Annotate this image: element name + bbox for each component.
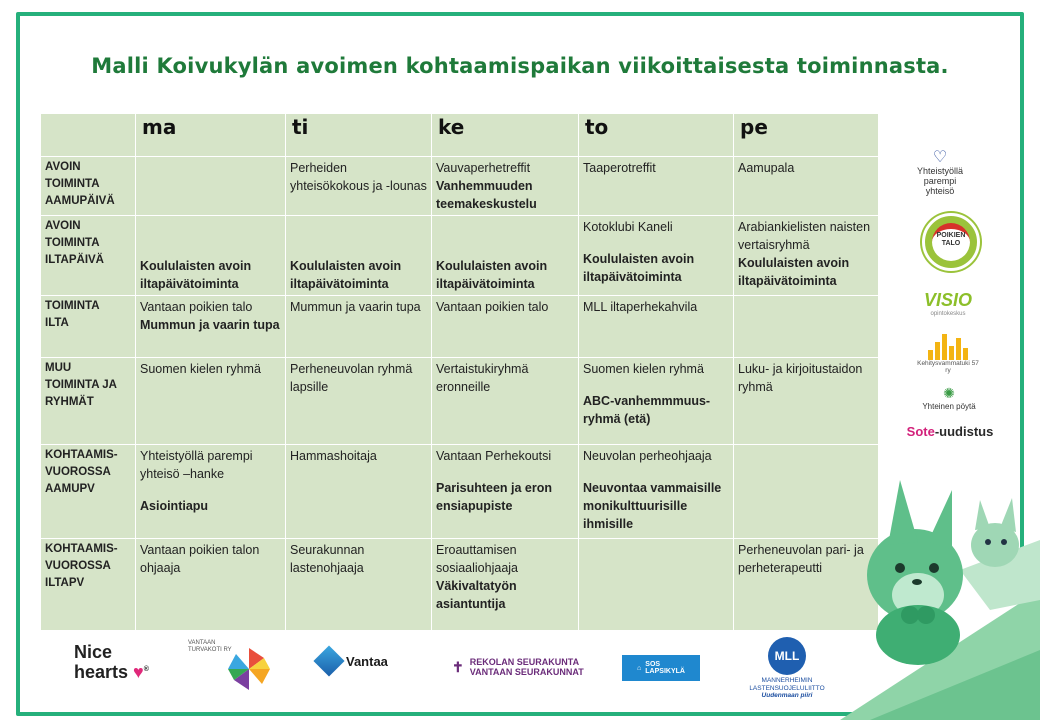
schedule-cell	[734, 296, 879, 358]
day-header: ti	[286, 114, 432, 157]
schedule-cell	[286, 296, 432, 358]
row-header: TOIMINTA ILTA	[41, 296, 136, 358]
visio-logo: VISIO opintokeskus	[923, 290, 972, 317]
activity: Mummun ja vaarin tupa	[290, 300, 421, 315]
activity: Kotoklubi Kaneli	[583, 220, 673, 235]
schedule-cell	[432, 216, 579, 296]
schedule-cell	[579, 157, 734, 216]
schedule-cell	[136, 538, 286, 630]
row-header: KOHTAAMIS- VUOROSSA ILTAPV	[41, 538, 136, 630]
page-title: Malli Koivukylän avoimen kohtaamispaikan viikoittaisesta toiminnasta.	[91, 54, 949, 78]
activity-bold: Koululaisten avoin iltapäivätoiminta	[436, 259, 548, 292]
schedule-cell	[286, 157, 432, 216]
schedule-cell	[136, 358, 286, 444]
activity: Yhteistyöllä parempi yhteisö –hanke	[140, 448, 253, 481]
activity: Suomen kielen ryhmä	[583, 362, 704, 377]
pinwheel-icon	[224, 648, 274, 690]
schedule-cell	[136, 157, 286, 216]
activity-bold: Neuvontaa vammaisille monikulttuurisille ihmisille	[583, 480, 722, 531]
cross-icon: ✝	[452, 659, 464, 675]
schedule-cell	[136, 296, 286, 358]
vantaa-diamond-icon	[313, 645, 344, 676]
schedule-cell	[432, 296, 579, 358]
activity: Neuvolan perheohjaaja	[583, 448, 712, 463]
table-row	[41, 538, 879, 630]
house-icon: ⌂	[637, 664, 642, 672]
schedule-cell	[136, 444, 286, 538]
heart-icon: ♥	[133, 662, 144, 682]
activity: Vantaan poikien talon ohjaaja	[140, 542, 260, 575]
nice-hearts-logo: Nice hearts ♥®	[74, 642, 149, 682]
activity: Hammashoitaja	[290, 448, 377, 463]
table-row	[41, 358, 879, 444]
row-header: AVOIN TOIMINTA ILTAPÄIVÄ	[41, 216, 136, 296]
row-header: MUU TOIMINTA JA RYHMÄT	[41, 358, 136, 444]
schedule-cell	[579, 444, 734, 538]
activity: Perheiden yhteisökokous ja -lounas	[290, 161, 427, 193]
table-row	[41, 157, 879, 216]
activity: Taaperotreffit	[583, 161, 656, 175]
activity-bold: Väkivaltatyön asiantuntija	[436, 578, 517, 611]
heart-icon: ♡	[932, 149, 948, 166]
sote-uudistus-logo: Sote-uudistus	[906, 424, 994, 439]
activity: Vantaan poikien talo	[436, 300, 549, 315]
activity: Vertaistukiryhmä eronneille	[436, 362, 529, 395]
activity-bold: Koululaisten avoin iltapäivätoiminta	[290, 259, 402, 292]
schedule-cell	[432, 538, 579, 630]
poikien-talo-logo: POIKIEN TALO	[922, 213, 980, 271]
schedule-cell	[286, 216, 432, 296]
activity: Vantaan Perhekoutsi	[436, 448, 552, 463]
yhteinen-poyta-logo: ✺ Yhteinen pöytä	[904, 385, 994, 411]
activity: Perheneuvolan pari- ja perheterapeutti	[738, 542, 864, 575]
activity: Perheneuvolan ryhmä lapsille	[290, 362, 413, 395]
day-header: pe	[734, 114, 879, 157]
activity-bold: Mummun ja vaarin tupa	[140, 318, 280, 333]
activity-bold: ABC-vanhemmmuus-ryhmä (etä)	[583, 394, 711, 427]
schedule-cell	[136, 216, 286, 296]
activity: Seurakunnan lastenohjaaja	[290, 542, 365, 575]
activity-bold: Vanhemmuuden teemakeskustelu	[436, 179, 537, 211]
day-header: ma	[136, 114, 286, 157]
row-header: KOHTAAMIS- VUOROSSA AAMUPV	[41, 444, 136, 538]
schedule-cell	[579, 538, 734, 630]
table-row	[41, 444, 879, 538]
kehitysvammatuki-logo: Kehitysvammatuki 57 ry	[916, 332, 980, 374]
mll-logo: MLL MANNERHEIMIN LASTENSUOJELULIITTO Uudenmaan piiri	[742, 637, 832, 700]
rekolan-seurakunta-logo: ✝ REKOLAN SEURAKUNTA VANTAAN SEURAKUNNAT	[452, 657, 584, 677]
schedule-cell	[286, 358, 432, 444]
activity-bold: Asiointiapu	[140, 498, 209, 513]
day-header: ke	[432, 114, 579, 157]
schedule-cell	[432, 157, 579, 216]
yhteistyolla-logo: ♡ Yhteistyöllä parempi yhteisö	[910, 150, 970, 196]
schedule-cell	[734, 358, 879, 444]
schedule-cell	[432, 358, 579, 444]
schedule-cell	[579, 358, 734, 444]
activity: Arabiankielisten naisten vertaisryhmä	[738, 220, 871, 253]
schedule-cell	[286, 444, 432, 538]
schedule-cell	[579, 296, 734, 358]
table-row	[41, 216, 879, 296]
activity: Luku- ja kirjoitustaidon ryhmä	[738, 362, 863, 395]
sos-lapsikyla-logo: ⌂ SOS LAPSIKYLÄ	[622, 655, 700, 681]
schedule-cell	[286, 538, 432, 630]
activity: Eroauttamisen sosiaaliohjaaja	[436, 542, 519, 575]
dots-icon: ✺	[943, 385, 955, 401]
activity: MLL iltaperhekahvila	[583, 300, 698, 315]
header-corner	[41, 114, 136, 157]
schedule-cell	[432, 444, 579, 538]
activity-bold: Koululaisten avoin iltapäivätoiminta	[583, 252, 695, 285]
activity: Vauvaperhetreffit	[436, 161, 531, 175]
table-row	[41, 296, 879, 358]
schedule-cell	[734, 216, 879, 296]
schedule-cell	[734, 157, 879, 216]
vantaa-logo: Vantaa	[318, 650, 388, 672]
activity: Vantaan poikien talo	[140, 300, 253, 315]
activity: Suomen kielen ryhmä	[140, 362, 261, 377]
day-header: to	[579, 114, 734, 157]
schedule-table	[40, 113, 879, 631]
activity: Aamupala	[738, 161, 795, 175]
table-header-row	[41, 114, 879, 157]
skyline-icon	[916, 332, 980, 360]
activity-bold: Koululaisten avoin iltapäivätoiminta	[738, 256, 850, 289]
activity-bold: Koululaisten avoin iltapäivätoiminta	[140, 259, 252, 292]
activity-bold: Parisuhteen ja eron ensiapupiste	[436, 480, 553, 513]
squirrel-illustration	[840, 450, 1040, 720]
row-header: AVOIN TOIMINTA AAMUPÄIVÄ	[41, 157, 136, 216]
vantaan-turvakoti-logo: VANTAAN TURVAKOTI RY	[188, 640, 278, 692]
schedule-cell	[579, 216, 734, 296]
